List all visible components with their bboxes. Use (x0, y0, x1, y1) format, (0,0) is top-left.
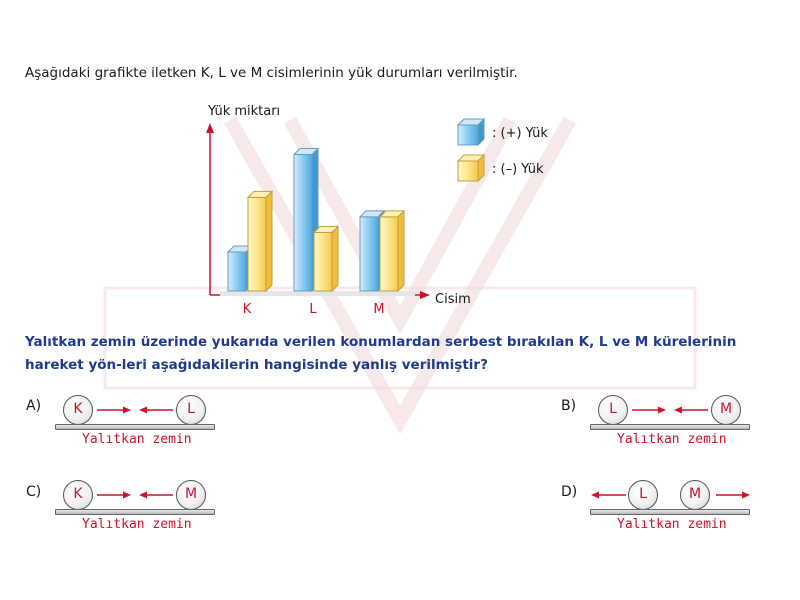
option-a-letter: A) (26, 398, 42, 414)
ball-m: M (680, 480, 710, 510)
ball-m: M (176, 480, 206, 510)
surface-label: Yalıtkan zemin (82, 432, 192, 447)
x-tick-label-m: M (373, 302, 385, 315)
ball-m: M (711, 395, 741, 425)
arrow-left (590, 488, 630, 502)
insulating-floor (55, 509, 215, 515)
option-c-letter: C) (26, 484, 42, 500)
legend-label-positive: : (+) Yük (492, 126, 548, 141)
x-axis-label: Cisim (435, 292, 471, 307)
charge-bar-chart (150, 95, 570, 315)
intro-text: Aşağıdaki grafikte iletken K, L ve M cisimlerinin yük durumları verilmiştir. (25, 65, 518, 81)
y-axis-label: Yük miktarı (208, 104, 281, 119)
surface-label: Yalıtkan zemin (617, 517, 727, 532)
ball-l: L (598, 395, 628, 425)
bar-l-negative (314, 227, 338, 292)
legend-label-negative: : (–) Yük (492, 162, 544, 177)
insulating-floor (55, 424, 215, 430)
ball-k: K (63, 480, 93, 510)
ball-k: K (63, 395, 93, 425)
option-b-letter: B) (561, 398, 577, 414)
arrows-toward-each-other (95, 488, 175, 502)
arrows-toward-each-other (95, 403, 175, 417)
insulating-floor (590, 424, 750, 430)
question-text: Yalıtkan zemin üzerinde yukarıda verilen konumlardan serbest bırakılan K, L ve M kürelerinin hareket yön-leri aşağıdakilerin hangisinde yanlış verilmiştir? (25, 334, 737, 373)
legend (458, 119, 548, 181)
x-tick-label-l: L (309, 302, 317, 315)
ball-l: L (628, 480, 658, 510)
x-tick-label-k: K (242, 302, 252, 315)
bar-k-negative (248, 191, 272, 291)
arrow-right (712, 488, 752, 502)
surface-label: Yalıtkan zemin (617, 432, 727, 447)
legend-swatch-positive (458, 119, 484, 145)
arrows-toward-each-other (630, 403, 710, 417)
bar-m-negative (380, 211, 404, 291)
insulating-floor (590, 509, 750, 515)
surface-label: Yalıtkan zemin (82, 517, 192, 532)
option-d-letter: D) (561, 484, 578, 500)
legend-swatch-negative (458, 155, 484, 181)
y-axis-arrow (206, 123, 214, 133)
ball-l: L (176, 395, 206, 425)
x-axis-arrow (420, 291, 430, 299)
